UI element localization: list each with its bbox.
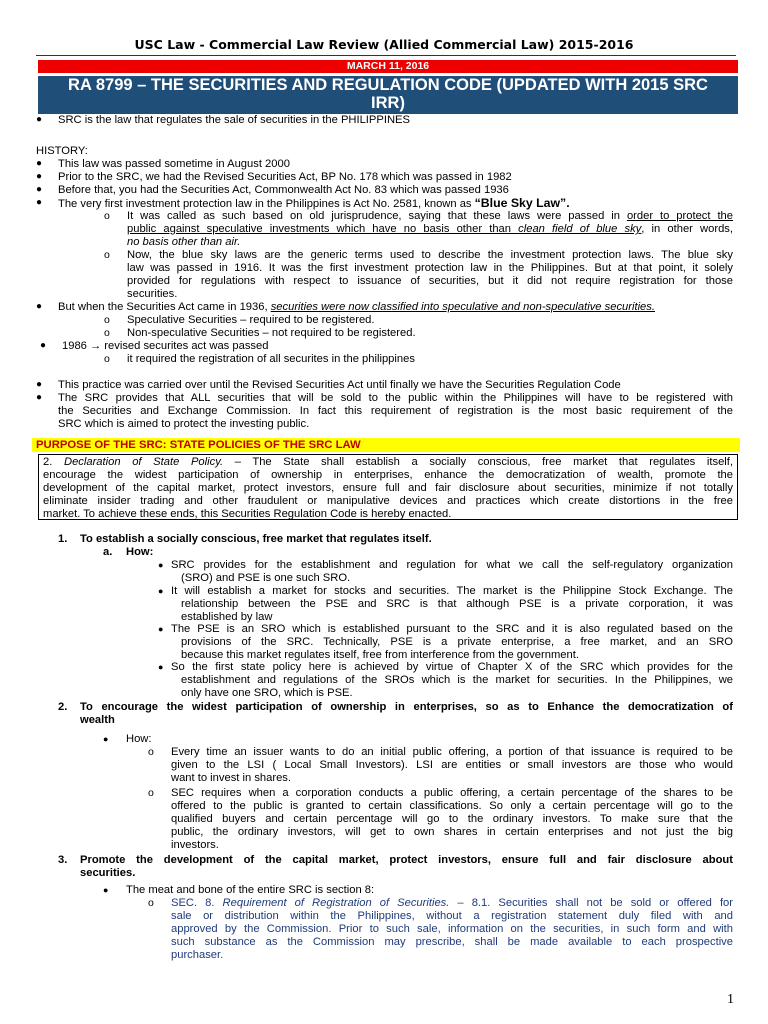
sub-bullet-icon: o: [104, 314, 110, 326]
policy-heading: [80, 854, 733, 880]
text: SEC. 8.: [171, 897, 223, 909]
bullet-icon: ●: [36, 392, 43, 403]
line: given to the LSI ( Local Small Investors). LSI are entities or small investors are those who would: [171, 758, 733, 771]
line: relationship between the PSE and SRC is that although PSE is a private corporation, it was: [181, 597, 733, 610]
line: no basis other than air.: [127, 235, 241, 248]
line: [43, 456, 733, 469]
text: securities were now classified into speculative and non-speculative securities.: [270, 301, 655, 313]
line: law was passed in 1916. It was the first investment protection law in the Philippines. But at that point, it solely: [127, 261, 733, 274]
history-bullet: [58, 392, 733, 431]
line: Now, the blue sky laws are the generic terms used to describe the investment protection laws. The blue sky: [127, 249, 733, 261]
sub-bullet-icon: o: [104, 210, 110, 222]
line: Promote the development of the capital market, protect investors, ensure full and fair disclosure about: [80, 854, 733, 866]
line: Every time an issuer wants to do an initial public offering, a portion of that issuance is required to be: [171, 746, 733, 758]
text: clean field of blue sky: [518, 222, 642, 235]
sub-bullet-text: Speculative Securities – required to be registered.: [127, 314, 375, 326]
text: – The State shall establish a socially conscious, free market that regulates itself,: [223, 456, 734, 468]
history-bullet: Prior to the SRC, we had the Revised Securities Act, BP No. 178 which was passed in 1982: [58, 171, 512, 183]
line: SRC provides for the establishment and regulation for what we call the self-regulatory organization: [171, 559, 733, 571]
history-bullet: This practice was carried over until the Revised Securities Act until finally we have the Securities Regulation Code: [58, 379, 621, 391]
bullet-icon: ●: [158, 586, 164, 596]
policy-detail: [171, 623, 733, 662]
policy-detail: The meat and bone of the entire SRC is section 8:: [126, 884, 375, 896]
line: only have one SRO, which is PSE.: [181, 686, 353, 699]
bullet-icon: ●: [36, 171, 43, 182]
sub-bullet-text: Non-speculative Securities – not required to be registered.: [127, 327, 416, 339]
line: securities.: [80, 866, 136, 879]
bullet-icon: ●: [36, 158, 43, 169]
sub-bullet-icon: o: [148, 746, 154, 758]
line: investors.: [171, 838, 219, 851]
line: wealth: [80, 713, 115, 726]
date-banner: MARCH 11, 2016: [38, 60, 738, 73]
bullet-icon: ●: [40, 340, 47, 351]
text: It was called as such based on old jurisprudence, saying that these laws were passed in: [127, 210, 627, 222]
sub-letter: a.: [103, 546, 113, 558]
policy-number: 1.: [58, 533, 68, 545]
bullet-icon: ●: [36, 379, 43, 390]
bullet-icon: ●: [158, 560, 164, 570]
line: [171, 897, 733, 910]
line: encourage the widest participation of ownership in enterprises, enhance the democratization of wealth, promote the: [43, 468, 733, 481]
policy-detail: [171, 787, 733, 852]
title-line-2: IRR): [371, 93, 405, 112]
text: 2.: [43, 456, 64, 468]
text: order to protect the: [626, 210, 733, 222]
title-line-1: RA 8799 – THE SECURITIES AND REGULATION CODE (UPDATED WITH 2015 SRC: [68, 76, 708, 94]
history-heading: HISTORY:: [36, 145, 88, 157]
line: want to invest in shares.: [171, 771, 292, 784]
history-bullet: Before that, you had the Securities Act, Commonwealth Act No. 83 which was passed 1936: [58, 184, 509, 196]
sub-bullet-text: [127, 210, 733, 249]
history-bullet: [58, 301, 655, 314]
line: The PSE is an SRO which is established pursuant to the SRC and it is also regulated based on the: [171, 623, 733, 635]
bullet-icon: ●: [36, 184, 43, 195]
line: It will establish a market for stocks and securities. The market is the Philippine Stock Exchange. The: [171, 585, 733, 597]
bullet-icon: ●: [158, 662, 164, 672]
course-title: USC Law - Commercial Law Review (Allied Commercial Law) 2015-2016: [134, 37, 634, 52]
state-policy-quote: [38, 454, 738, 520]
purpose-heading: [32, 438, 740, 452]
line: [127, 210, 733, 223]
line: purchaser.: [171, 948, 224, 961]
bullet-icon: ●: [36, 301, 43, 312]
sub-bullet-text: [127, 249, 733, 301]
line: SRC which is aimed to protect the investing public.: [58, 417, 310, 430]
sub-bullet-icon: o: [104, 353, 110, 365]
line: market. To achieve these ends, this Securities Regulation Code is hereby enacted.: [43, 507, 452, 520]
bullet-icon: ●: [36, 197, 43, 208]
line: public, the ordinary investors, will get to own shares in certain enterprises and not just the big: [171, 825, 733, 838]
sub-bullet-icon: o: [104, 249, 110, 261]
history-bullet: This law was passed sometime in August 2000: [58, 158, 290, 170]
line: the Securities and Exchange Commission. In fact this requirement of registration is the most basic requirement of the: [58, 404, 733, 417]
line: qualified buyers and certain percentage will go to the ordinary investors. To make sure that the: [171, 812, 733, 825]
text: Requirement of Registration of Securities.: [222, 897, 450, 909]
line: To encourage the widest participation of ownership in enterprises, so as to Enhance the democratization of: [80, 701, 733, 713]
line: eliminate insider trading and other fraudulent or manipulative devices and practices which create distortions in the free: [43, 494, 733, 507]
policy-heading: To establish a socially conscious, free market that regulates itself.: [80, 533, 432, 545]
history-bullet: 1986 → revised securites act was passed: [62, 340, 269, 352]
line: [127, 223, 733, 236]
header-rule: [36, 55, 736, 56]
line: securities.: [127, 287, 178, 300]
line: sale or distribution within the Philippines, without a registration statement duly filed with and: [171, 909, 733, 922]
history-bullet: [58, 197, 570, 211]
line: provisions of the SRC. Technically, PSE is a private enterprise, a free market, and an SRO: [181, 635, 733, 648]
line: such substance as the Commission may prescribe, shall be made available to each prospective: [171, 935, 733, 948]
sub-bullet-icon: o: [148, 897, 154, 909]
text: – 8.1. Securities shall not be sold or offered for: [449, 897, 733, 909]
sub-bullet-icon: o: [104, 327, 110, 339]
text: public against speculative investments which have no basis other than: [127, 222, 519, 235]
line: (SRO) and PSE is one such SRO.: [181, 571, 351, 584]
line: established by law: [181, 610, 273, 623]
line: approved by the Commission. Prior to such sale, information on the securities, in such form and with: [171, 922, 733, 935]
line: So the first state policy here is achieved by virtue of Chapter X of the SRC which provides for the: [171, 661, 733, 673]
bullet-icon: ●: [103, 885, 109, 895]
text: The very first investment protection law in the Philippines is Act No. 2581, known as: [58, 198, 475, 210]
section-8-quote: [171, 897, 733, 962]
line: SEC requires when a corporation conducts a public offering, a certain percentage of the shares to be: [171, 787, 733, 799]
text: Declaration of State Policy.: [63, 456, 224, 468]
intro-text: SRC is the law that regulates the sale of securities in the PHILIPPINES: [58, 114, 410, 126]
text: , in other words,: [641, 222, 734, 235]
policy-number: 3.: [58, 854, 68, 866]
sub-bullet-icon: o: [148, 787, 154, 799]
document-title: [38, 76, 738, 114]
line: establishment and regulations of the SROs which is the market for securities. In the Philippines, we: [181, 673, 733, 686]
bullet-icon: ●: [158, 624, 164, 634]
policy-heading: [80, 701, 733, 727]
line: provided for regulations with respect to issuance of securities, but it did not require registration for those: [127, 274, 733, 287]
line: because this market regulates itself, free from interference from the government.: [181, 648, 579, 661]
line: The SRC provides that ALL securities that will be sold to the public within the Philippines will have to be registered with: [58, 392, 733, 404]
policy-number: 2.: [58, 701, 68, 713]
how-label: How:: [126, 733, 152, 745]
policy-detail: [171, 585, 733, 624]
text: But when the Securities Act came in 1936,: [58, 301, 271, 313]
text: PURPOSE OF THE SRC: STATE POLICIES OF THE SRC LAW: [36, 439, 361, 451]
policy-detail: [171, 661, 733, 700]
bullet-icon: ●: [103, 734, 109, 744]
sub-bullet-text: it required the registration of all securites in the philippines: [127, 353, 415, 365]
line: offered to the public is granted to certain classifications. So only a certain percentage will go to the: [171, 799, 733, 812]
line: development of the capital market, protect investors, ensure full and fair disclosure about securities, minimize if not totally: [43, 481, 733, 494]
bullet-icon: ●: [36, 114, 43, 125]
policy-detail: [171, 559, 733, 585]
policy-detail: [171, 746, 733, 785]
how-label: How:: [126, 546, 154, 558]
blue-sky-law-term: “Blue Sky Law”.: [474, 196, 570, 210]
page-number: 1: [727, 992, 734, 1007]
